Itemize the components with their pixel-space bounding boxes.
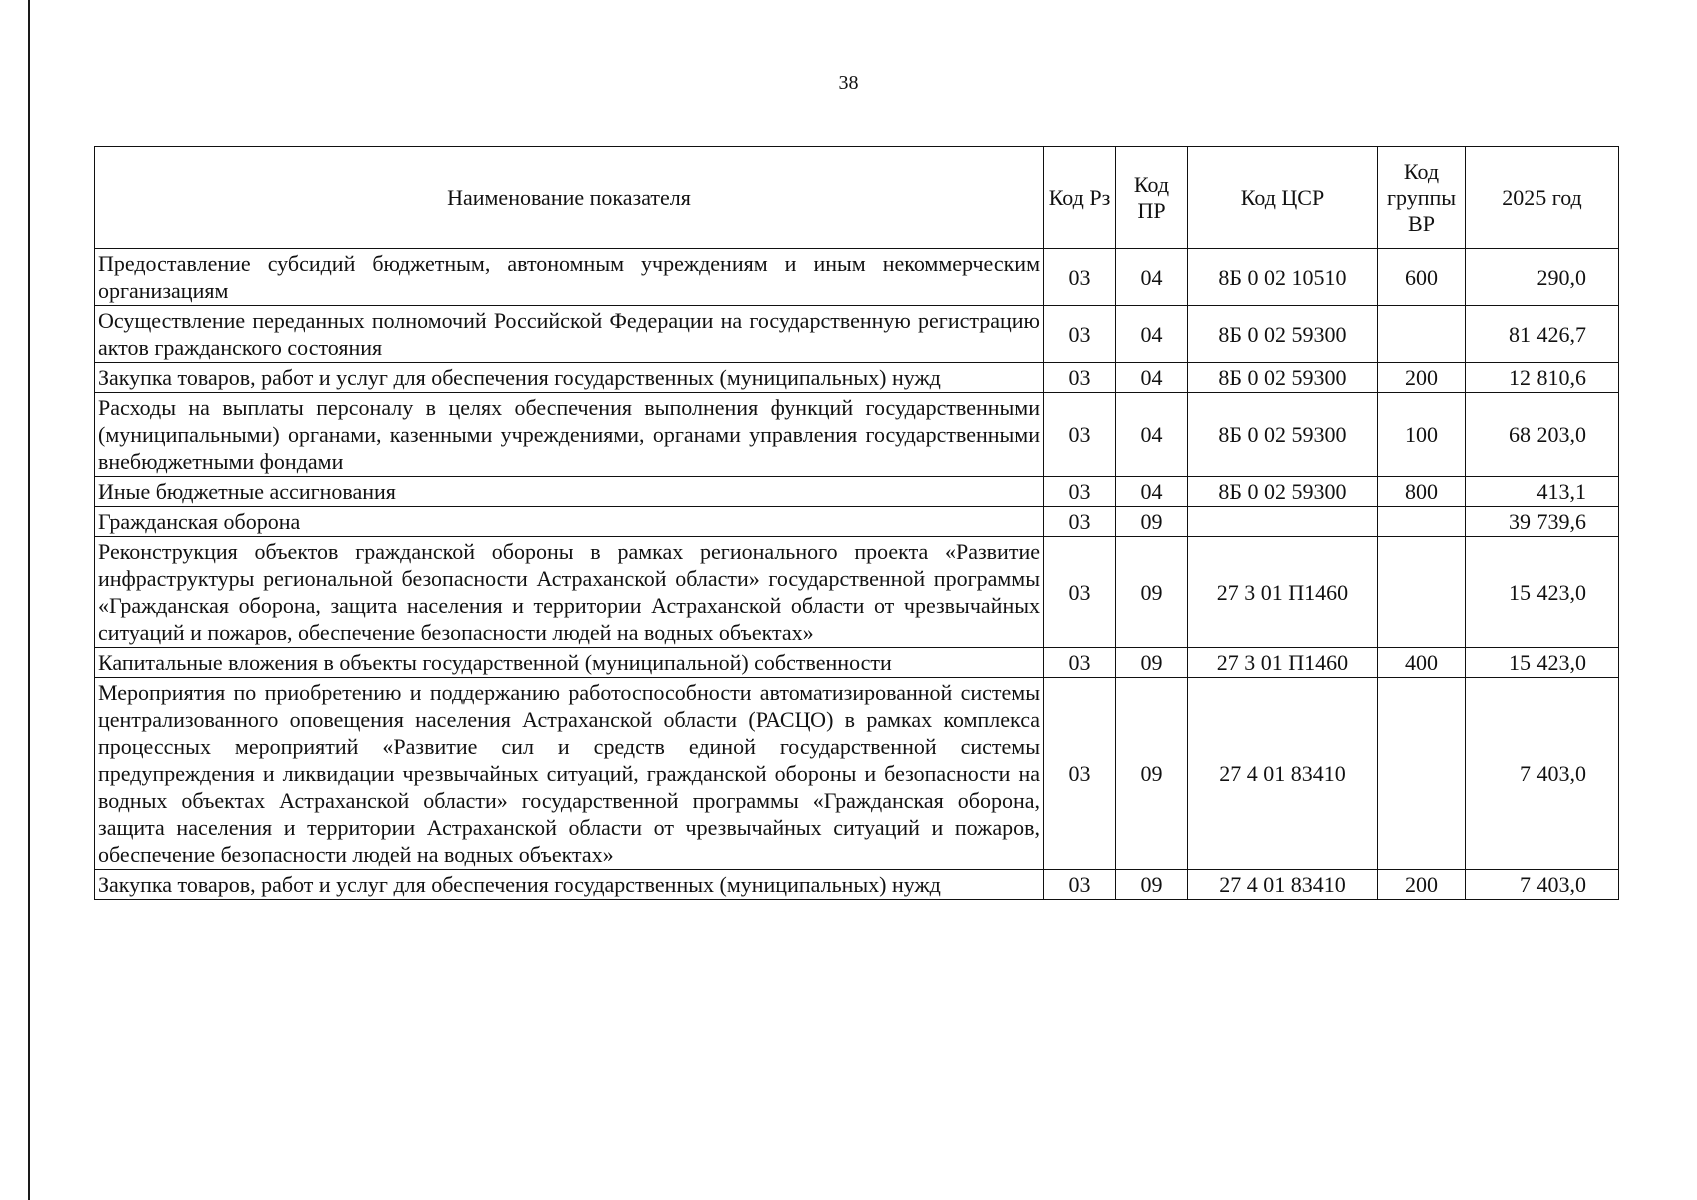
row-vr [1378, 507, 1466, 537]
row-rz: 03 [1044, 648, 1116, 678]
row-name: Расходы на выплаты персоналу в целях обеспечения выполнения функций государственными (муниципальными) органами, казенными учреждениями, органами управления государственными внебюджетными фондами [95, 393, 1044, 477]
row-value: 68 203,0 [1466, 393, 1619, 477]
row-value: 81 426,7 [1466, 306, 1619, 363]
table-row [95, 537, 1619, 648]
row-vr: 200 [1378, 363, 1466, 393]
row-pr: 09 [1116, 537, 1188, 648]
row-vr [1378, 678, 1466, 870]
row-name: Реконструкция объектов гражданской обороны в рамках регионального проекта «Развитие инфраструктуры региональной безопасности Астраханской области» государственной программы «Гражданская оборона, защита населения и территории Астраханской области от чрезвычайных ситуаций и пожаров, обеспечение безопасности людей на водных объектах» [95, 537, 1044, 648]
row-name: Гражданская оборона [95, 507, 1044, 537]
row-value: 15 423,0 [1466, 537, 1619, 648]
row-csr: 27 3 01 П1460 [1188, 537, 1378, 648]
row-csr: 8Б 0 02 59300 [1188, 363, 1378, 393]
row-name: Мероприятия по приобретению и поддержанию работоспособности автоматизированной системы централизованного оповещения населения Астраханской области (РАСЦО) в рамках комплекса процессных мероприятий «Развитие сил и средств единой государственной системы предупреждения и ликвидации чрезвычайных ситуаций, гражданской обороны и безопасности на водных объектах Астраханской области» государственной программы «Гражданская оборона, защита населения и территории Астраханской области от чрезвычайных ситуаций и пожаров, обеспечение безопасности людей на водных объектах» [95, 678, 1044, 870]
left-margin-rule [28, 0, 30, 1200]
header-year: 2025 год [1466, 147, 1619, 249]
row-rz: 03 [1044, 678, 1116, 870]
row-rz: 03 [1044, 477, 1116, 507]
row-pr: 04 [1116, 306, 1188, 363]
row-csr: 27 4 01 83410 [1188, 678, 1378, 870]
table-row [95, 648, 1619, 678]
row-name: Закупка товаров, работ и услуг для обеспечения государственных (муниципальных) нужд [95, 870, 1044, 900]
row-name: Осуществление переданных полномочий Российской Федерации на государственную регистрацию актов гражданского состояния [95, 306, 1044, 363]
row-vr [1378, 537, 1466, 648]
row-value: 15 423,0 [1466, 648, 1619, 678]
row-pr: 09 [1116, 678, 1188, 870]
table-row [95, 477, 1619, 507]
row-rz: 03 [1044, 537, 1116, 648]
row-name: Капитальные вложения в объекты государственной (муниципальной) собственности [95, 648, 1044, 678]
table-row [95, 249, 1619, 306]
row-value: 39 739,6 [1466, 507, 1619, 537]
row-csr: 27 3 01 П1460 [1188, 648, 1378, 678]
row-csr: 8Б 0 02 59300 [1188, 477, 1378, 507]
row-vr: 100 [1378, 393, 1466, 477]
row-csr: 8Б 0 02 59300 [1188, 393, 1378, 477]
row-vr: 600 [1378, 249, 1466, 306]
row-name: Иные бюджетные ассигнования [95, 477, 1044, 507]
row-value: 7 403,0 [1466, 678, 1619, 870]
row-pr: 04 [1116, 477, 1188, 507]
row-rz: 03 [1044, 306, 1116, 363]
row-vr: 400 [1378, 648, 1466, 678]
table-row [95, 870, 1619, 900]
header-pr: Код ПР [1116, 147, 1188, 249]
table-row [95, 393, 1619, 477]
header-name: Наименование показателя [95, 147, 1044, 249]
row-csr: 8Б 0 02 10510 [1188, 249, 1378, 306]
row-csr: 27 4 01 83410 [1188, 870, 1378, 900]
table-header-row [95, 147, 1619, 249]
row-rz: 03 [1044, 393, 1116, 477]
header-vr: Код группы ВР [1378, 147, 1466, 249]
row-rz: 03 [1044, 870, 1116, 900]
table-row [95, 507, 1619, 537]
budget-table [94, 146, 1619, 900]
row-rz: 03 [1044, 507, 1116, 537]
row-vr: 800 [1378, 477, 1466, 507]
row-value: 290,0 [1466, 249, 1619, 306]
row-rz: 03 [1044, 363, 1116, 393]
row-csr [1188, 507, 1378, 537]
row-pr: 09 [1116, 648, 1188, 678]
row-pr: 09 [1116, 870, 1188, 900]
row-csr: 8Б 0 02 59300 [1188, 306, 1378, 363]
row-pr: 04 [1116, 249, 1188, 306]
row-name: Предоставление субсидий бюджетным, автономным учреждениям и иным некоммерческим организациям [95, 249, 1044, 306]
row-name: Закупка товаров, работ и услуг для обеспечения государственных (муниципальных) нужд [95, 363, 1044, 393]
row-pr: 04 [1116, 393, 1188, 477]
row-vr [1378, 306, 1466, 363]
row-pr: 04 [1116, 363, 1188, 393]
table-row [95, 306, 1619, 363]
table-row [95, 363, 1619, 393]
page-number: 38 [838, 72, 859, 94]
row-rz: 03 [1044, 249, 1116, 306]
row-value: 413,1 [1466, 477, 1619, 507]
header-rz: Код Рз [1044, 147, 1116, 249]
row-pr: 09 [1116, 507, 1188, 537]
header-csr: Код ЦСР [1188, 147, 1378, 249]
row-value: 7 403,0 [1466, 870, 1619, 900]
table-row [95, 678, 1619, 870]
row-vr: 200 [1378, 870, 1466, 900]
row-value: 12 810,6 [1466, 363, 1619, 393]
